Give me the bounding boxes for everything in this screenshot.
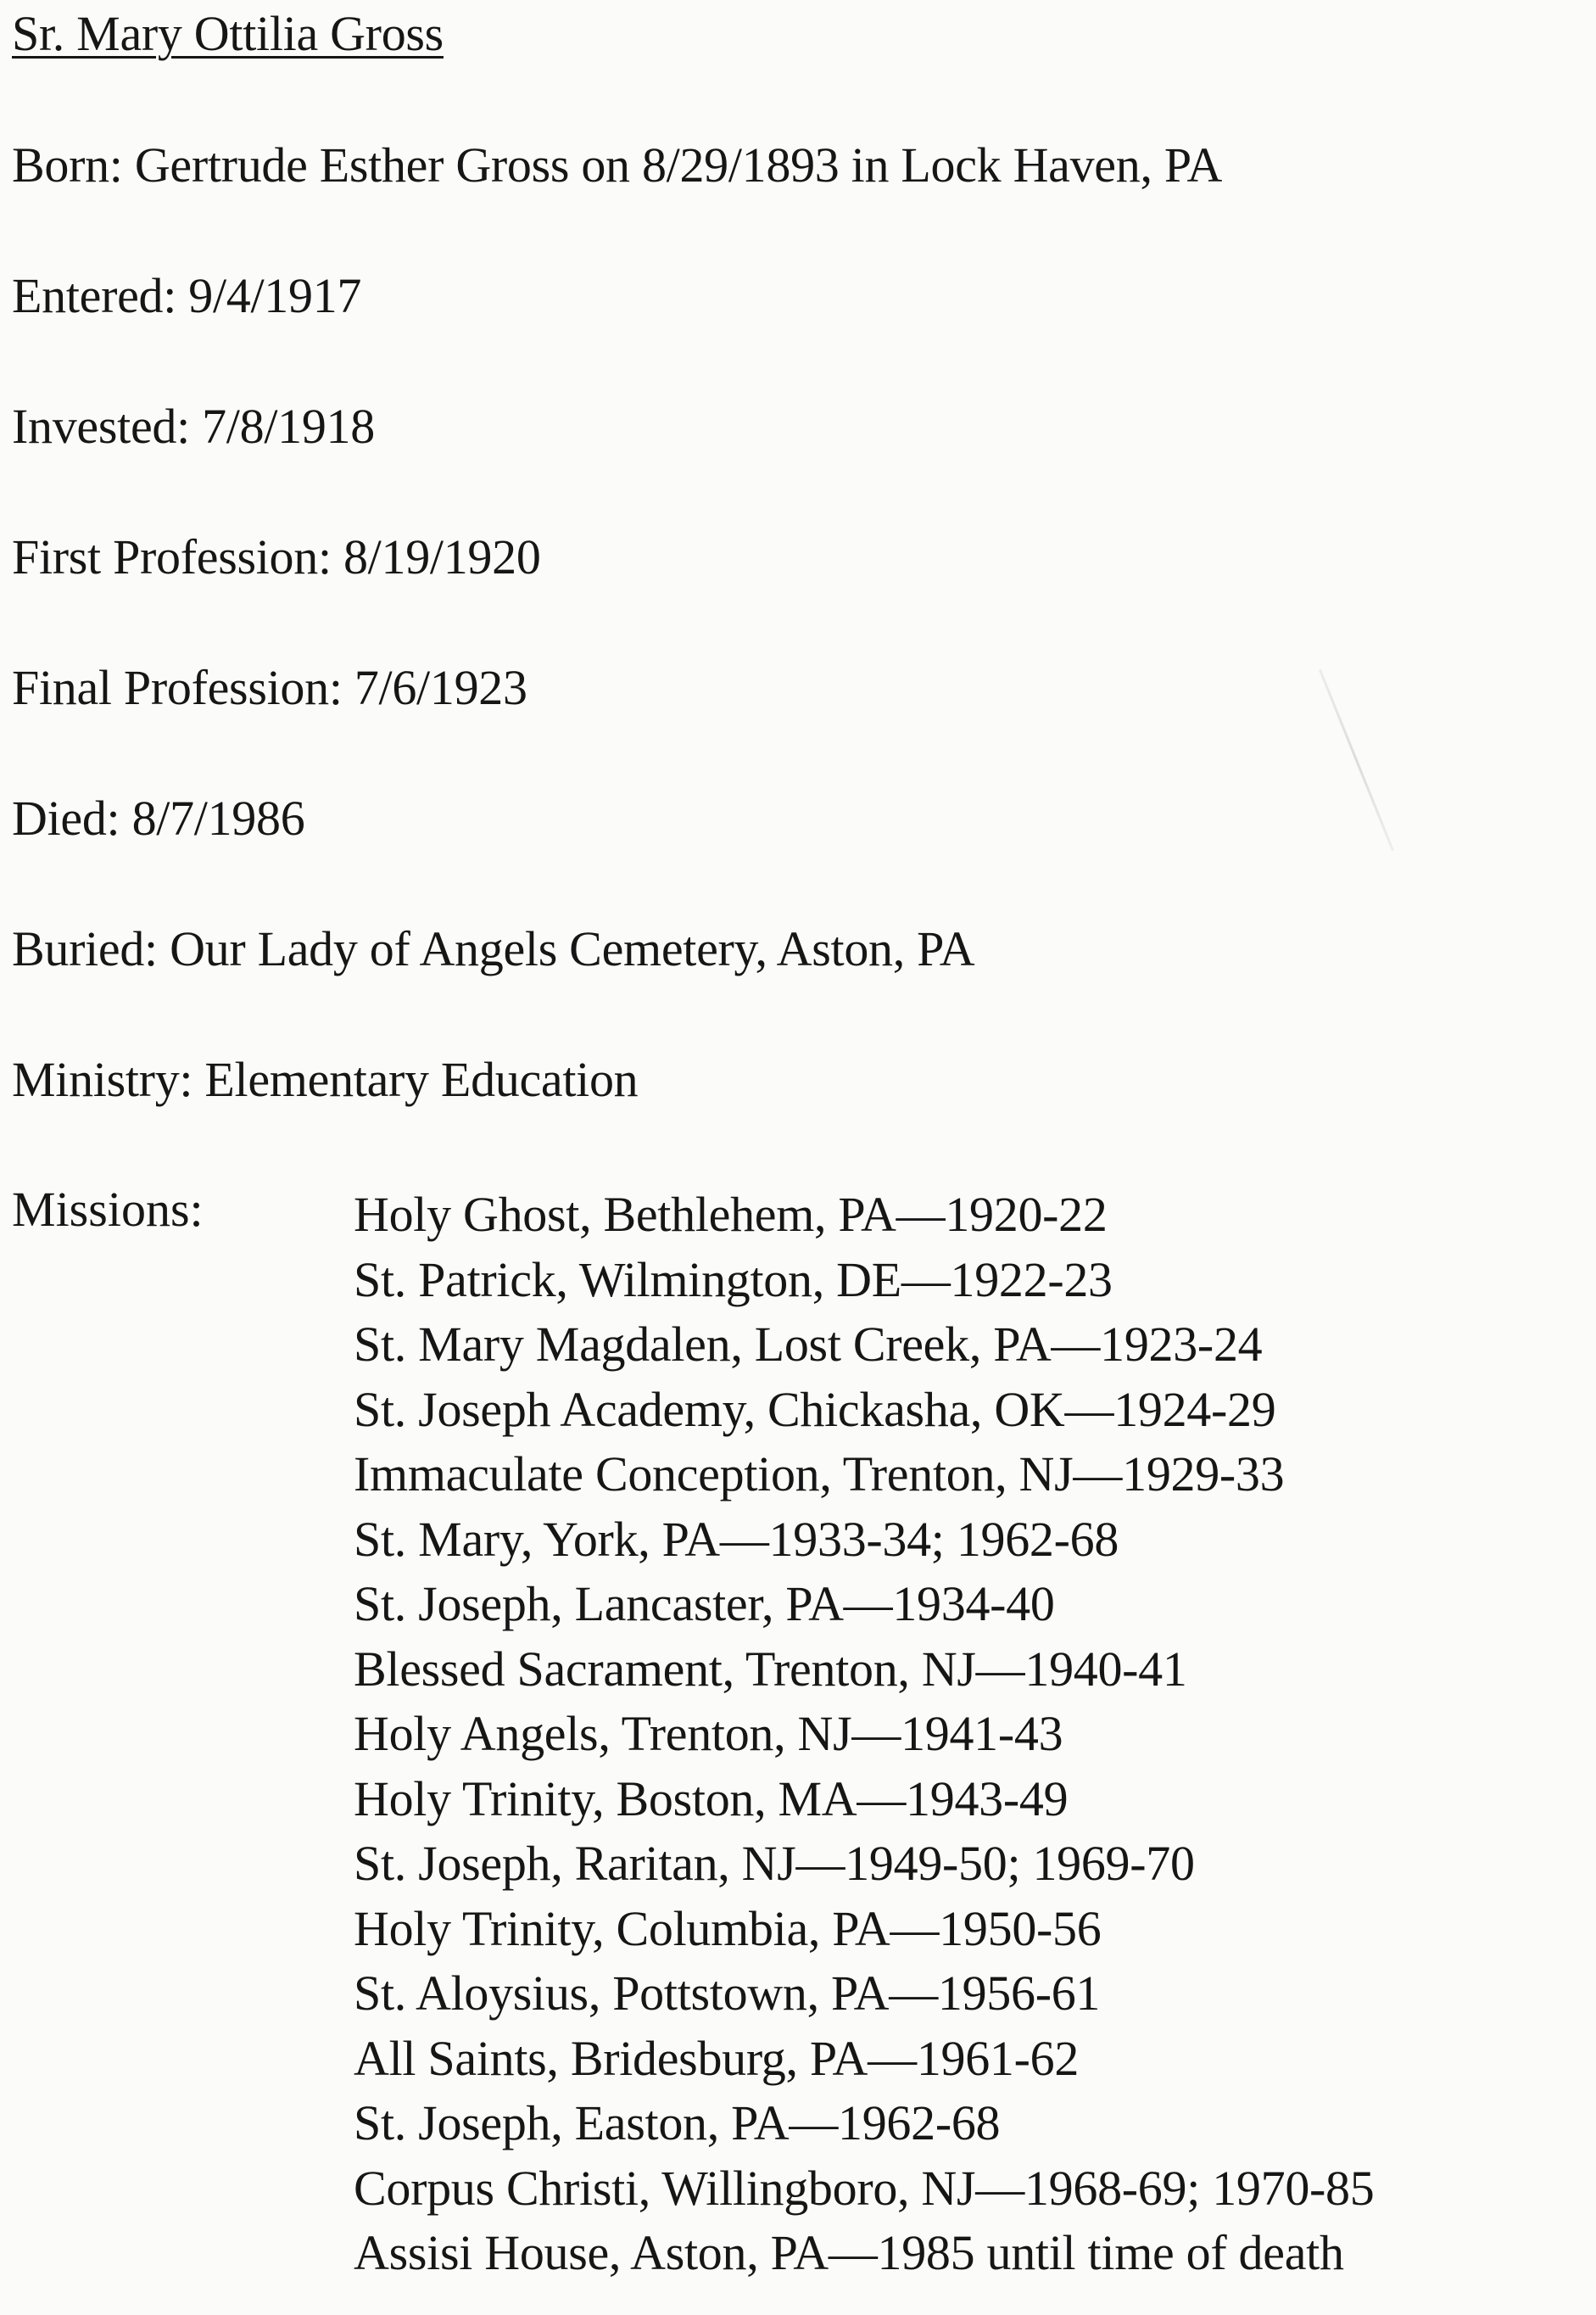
mission-item: St. Joseph Academy, Chickasha, OK—1924-29 [354, 1381, 1276, 1437]
died-label: Died: [12, 791, 120, 846]
invested-line [12, 400, 375, 454]
mission-item: Holy Trinity, Boston, MA—1943-49 [354, 1770, 1069, 1826]
final-profession-line [12, 661, 527, 715]
first-profession-label: First Profession: [12, 529, 332, 584]
born-value: Gertrude Esther Gross on 8/29/1893 in Lock Haven, PA [134, 137, 1223, 193]
mission-item: St. Joseph, Lancaster, PA—1934-40 [354, 1576, 1055, 1631]
mission-item: St. Mary, York, PA—1933-34; 1962-68 [354, 1511, 1119, 1567]
mission-item: All Saints, Bridesburg, PA—1961-62 [354, 2030, 1080, 2086]
mission-item: St. Mary Magdalen, Lost Creek, PA—1923-24 [354, 1317, 1263, 1372]
ministry-line [12, 1053, 638, 1107]
died-value: 8/7/1986 [131, 791, 305, 846]
mission-item: Corpus Christi, Willingboro, NJ—1968-69; 1970-85 [354, 2160, 1375, 2216]
mission-item: Immaculate Conception, Trenton, NJ—1929-33 [354, 1446, 1285, 1501]
mission-item: St. Aloysius, Pottstown, PA—1956-61 [354, 1966, 1101, 2021]
missions-list [354, 1183, 1374, 2286]
scan-artifact-mark [1319, 669, 1394, 851]
mission-item: St. Joseph, Raritan, NJ—1949-50; 1969-70 [354, 1836, 1195, 1891]
mission-item: St. Joseph, Easton, PA—1962-68 [354, 2095, 1001, 2150]
born-line [12, 138, 1222, 193]
mission-item: St. Patrick, Wilmington, DE—1922-23 [354, 1251, 1113, 1307]
mission-item: Holy Ghost, Bethlehem, PA—1920-22 [354, 1187, 1108, 1242]
mission-item: Holy Trinity, Columbia, PA—1950-56 [354, 1900, 1102, 1956]
entered-label: Entered: [12, 268, 177, 323]
mission-item: Blessed Sacrament, Trenton, NJ—1940-41 [354, 1641, 1187, 1697]
entered-line [12, 269, 361, 323]
ministry-label: Ministry: [12, 1052, 193, 1107]
invested-value: 7/8/1918 [202, 399, 375, 454]
document-title: Sr. Mary Ottilia Gross [12, 6, 444, 61]
final-profession-label: Final Profession: [12, 660, 343, 715]
mission-item: Assisi House, Aston, PA—1985 until time of death [354, 2225, 1344, 2280]
mission-item: Holy Angels, Trenton, NJ—1941-43 [354, 1706, 1063, 1761]
buried-line [12, 922, 974, 976]
first-profession-line [12, 530, 541, 584]
born-label: Born: [12, 137, 123, 193]
died-line [12, 791, 304, 846]
entered-value: 9/4/1917 [188, 268, 362, 323]
ministry-value: Elementary Education [204, 1052, 639, 1107]
final-profession-value: 7/6/1923 [354, 660, 527, 715]
buried-label: Buried: [12, 921, 158, 976]
invested-label: Invested: [12, 399, 190, 454]
buried-value: Our Lady of Angels Cemetery, Aston, PA [170, 921, 975, 976]
missions-label: Missions: [12, 1182, 204, 1237]
first-profession-value: 8/19/1920 [343, 529, 541, 584]
